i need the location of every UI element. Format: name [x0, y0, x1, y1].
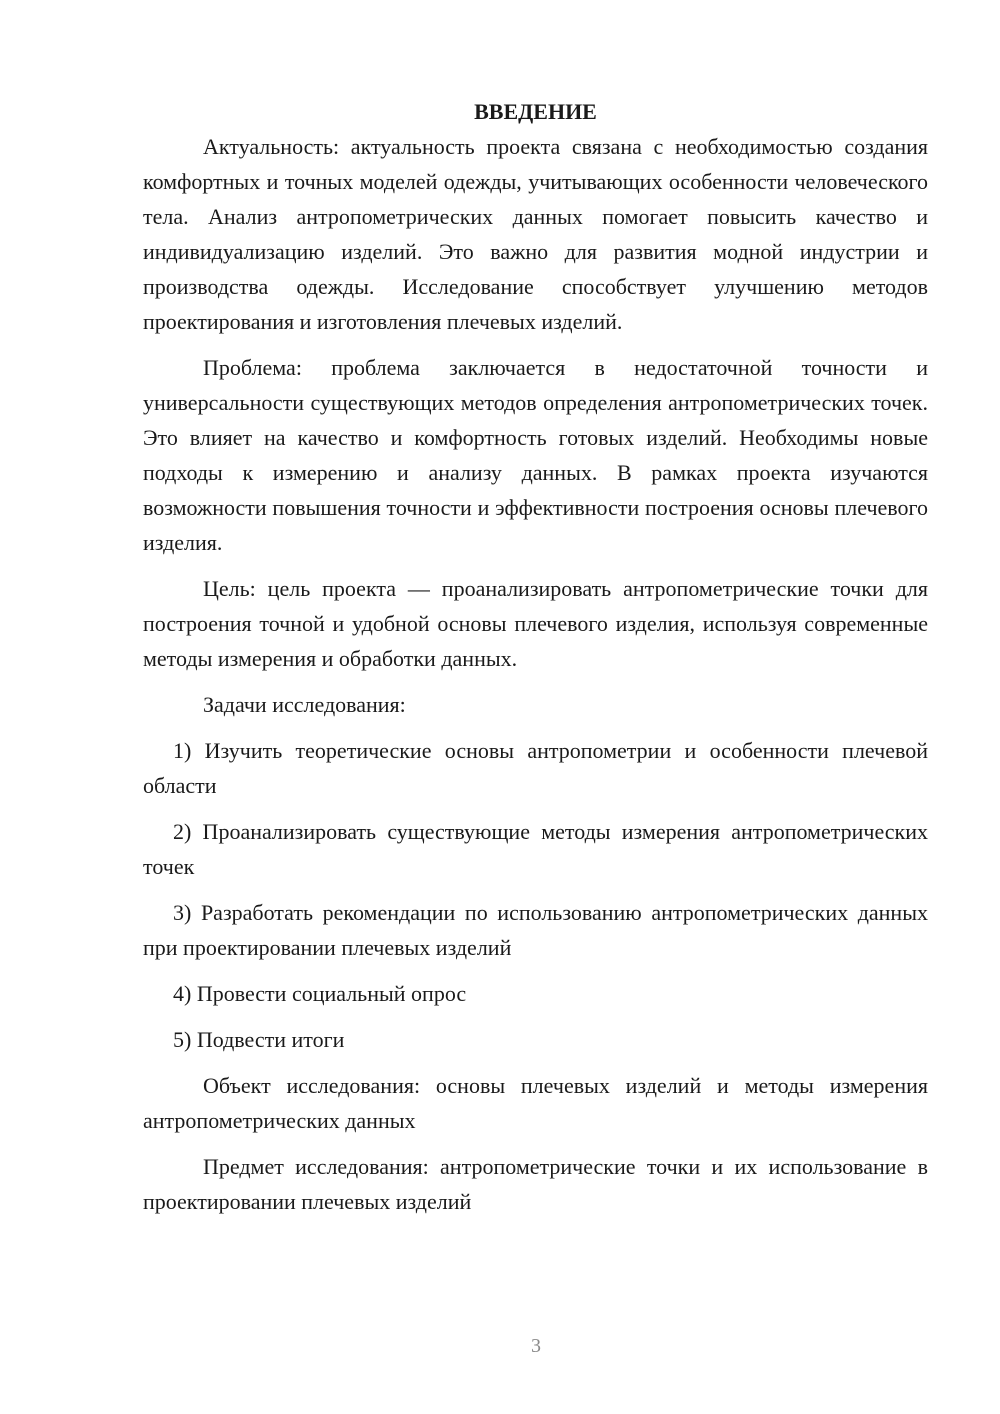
relevance-paragraph: Актуальность: актуальность проекта связана с необходимостью создания комфортных и точных моделей одежды, учитывающих особенности человеческого тела. Анализ антропометрических данных помогает повысить качество и индивидуализацию изделий. Это важно для развития модной индустрии и производства одежды. Исследование способствует улучшению методов проектирования и изготовления плечевых изделий.: [143, 134, 928, 334]
task-item-1: 1) Изучить теоретические основы антропометрии и особенности плечевой области: [143, 738, 928, 798]
goal-paragraph: Цель: цель проекта — проанализировать антропометрические точки для построения точной и удобной основы плечевого изделия, используя современные методы измерения и обработки данных.: [143, 576, 928, 671]
tasks-heading: Задачи исследования:: [203, 692, 406, 717]
object-paragraph: Объект исследования: основы плечевых изделий и методы измерения антропометрических данных: [143, 1073, 928, 1133]
task-item-3: 3) Разработать рекомендации по использованию антропометрических данных при проектировании плечевых изделий: [143, 900, 928, 960]
page-title: ВВЕДЕНИЕ: [474, 99, 597, 124]
task-item-2: 2) Проанализировать существующие методы измерения антропометрических точек: [143, 819, 928, 879]
subject-paragraph: Предмет исследования: антропометрические точки и их использование в проектировании плечевых изделий: [143, 1154, 928, 1214]
problem-paragraph: Проблема: проблема заключается в недостаточной точности и универсальности существующих методов определения антропометрических точек. Это влияет на качество и комфортность готовых изделий. Необходимы новые подходы к измерению и анализу данных. В рамках проекта изучаются возможности повышения точности и эффективности построения основы плечевого изделия.: [143, 355, 928, 555]
document-page: [143, 94, 928, 1219]
task-item-4: 4) Провести социальный опрос: [173, 981, 467, 1006]
page-number: 3: [531, 1335, 541, 1357]
task-item-5: 5) Подвести итоги: [173, 1027, 345, 1052]
